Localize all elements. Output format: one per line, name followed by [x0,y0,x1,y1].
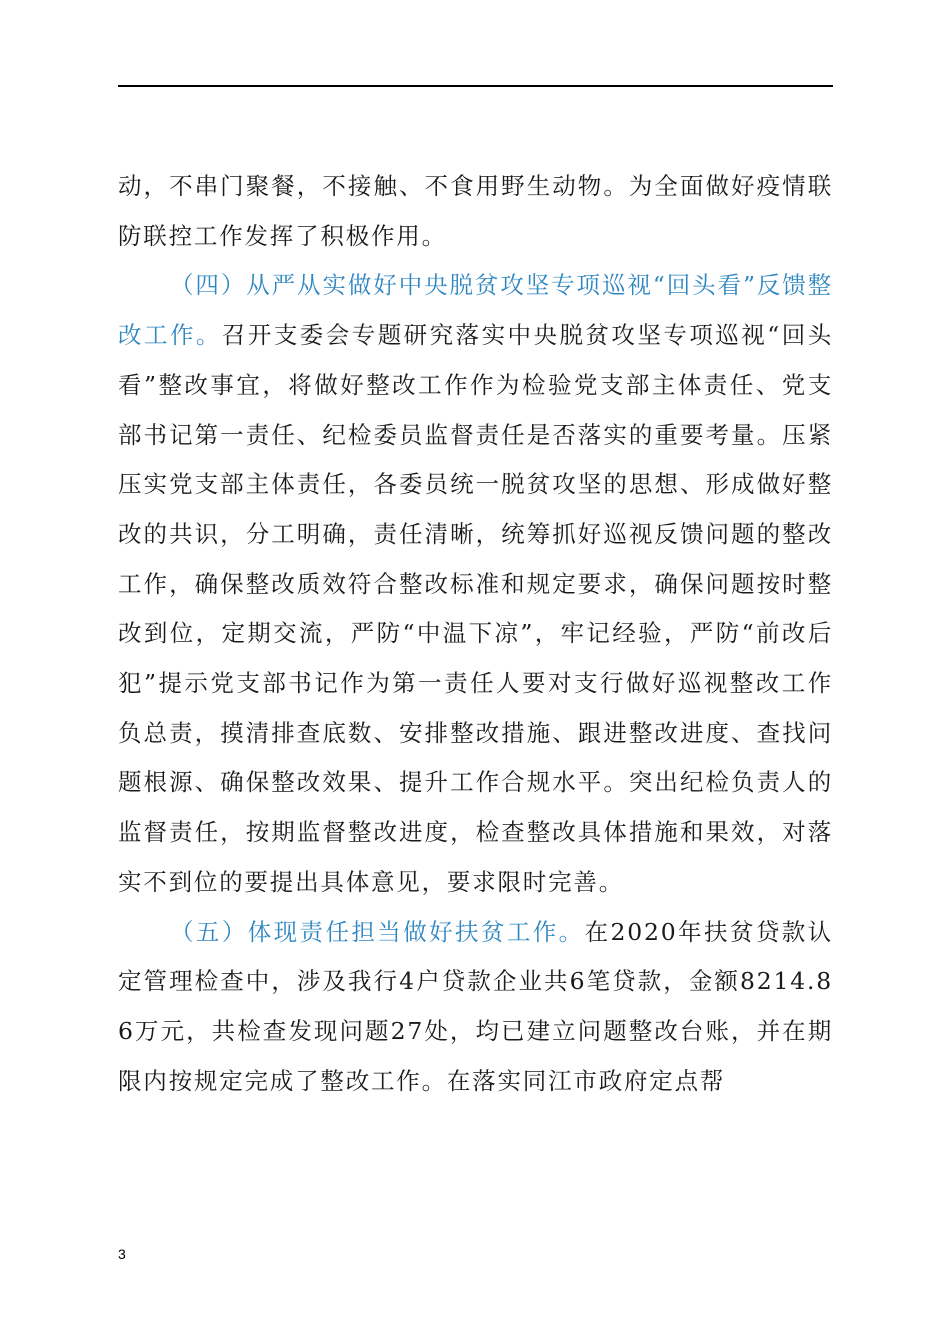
paragraph-2 [118,261,833,907]
paragraph-2-heading: （四）从严从实做好中央脱贫攻坚专项巡视“回头看”反馈整改工作。 [118,271,833,350]
paragraph-1-text: 动，不串门聚餐，不接触、不食用野生动物。为全面做好疫情联防联控工作发挥了积极作用。 [118,172,833,250]
paragraph-2-text: 召开支委会专题研究落实中央脱贫攻坚专项巡视“回头看”整改事宜，将做好整改工作作为检验党支部主体责任、党支部书记第一责任、纪检委员监督责任是否落实的重要考量。压紧压实党支部主体责任，各委员统一脱贫攻坚的思想、形成做好整改的共识，分工明确，责任清晰，统筹抓好巡视反馈问题的整改工作，确保整改质效符合整改标准和规定要求，确保问题按时整改到位，定期交流，严防“中温下凉”，牢记经验，严防“前改后犯”提示党支部书记作为第一责任人要对支行做好巡视整改工作负总责，摸清排查底数、安排整改措施、跟进整改进度、查找问题根源、确保整改效果、提升工作合规水平。突出纪检负责人的监督责任，按期监督整改进度，检查整改具体措施和果效，对落实不到位的要提出具体意见，要求限时完善。 [118,321,834,896]
paragraph-1 [118,162,833,261]
document-body [118,162,833,1106]
paragraph-3 [118,908,833,1107]
page-number: 3 [118,1246,126,1262]
paragraph-3-text: 在2020年扶贫贷款认定管理检查中，涉及我行4户贷款企业共6笔贷款，金额8214.86万元，共检查发现问题27处，均已建立问题整改台账，并在期限内按规定完成了整改工作。在落实同江市政府定点帮 [118,917,833,1095]
paragraph-3-heading: （五）体现责任担当做好扶贫工作。 [170,917,585,946]
header-rule [118,85,833,87]
